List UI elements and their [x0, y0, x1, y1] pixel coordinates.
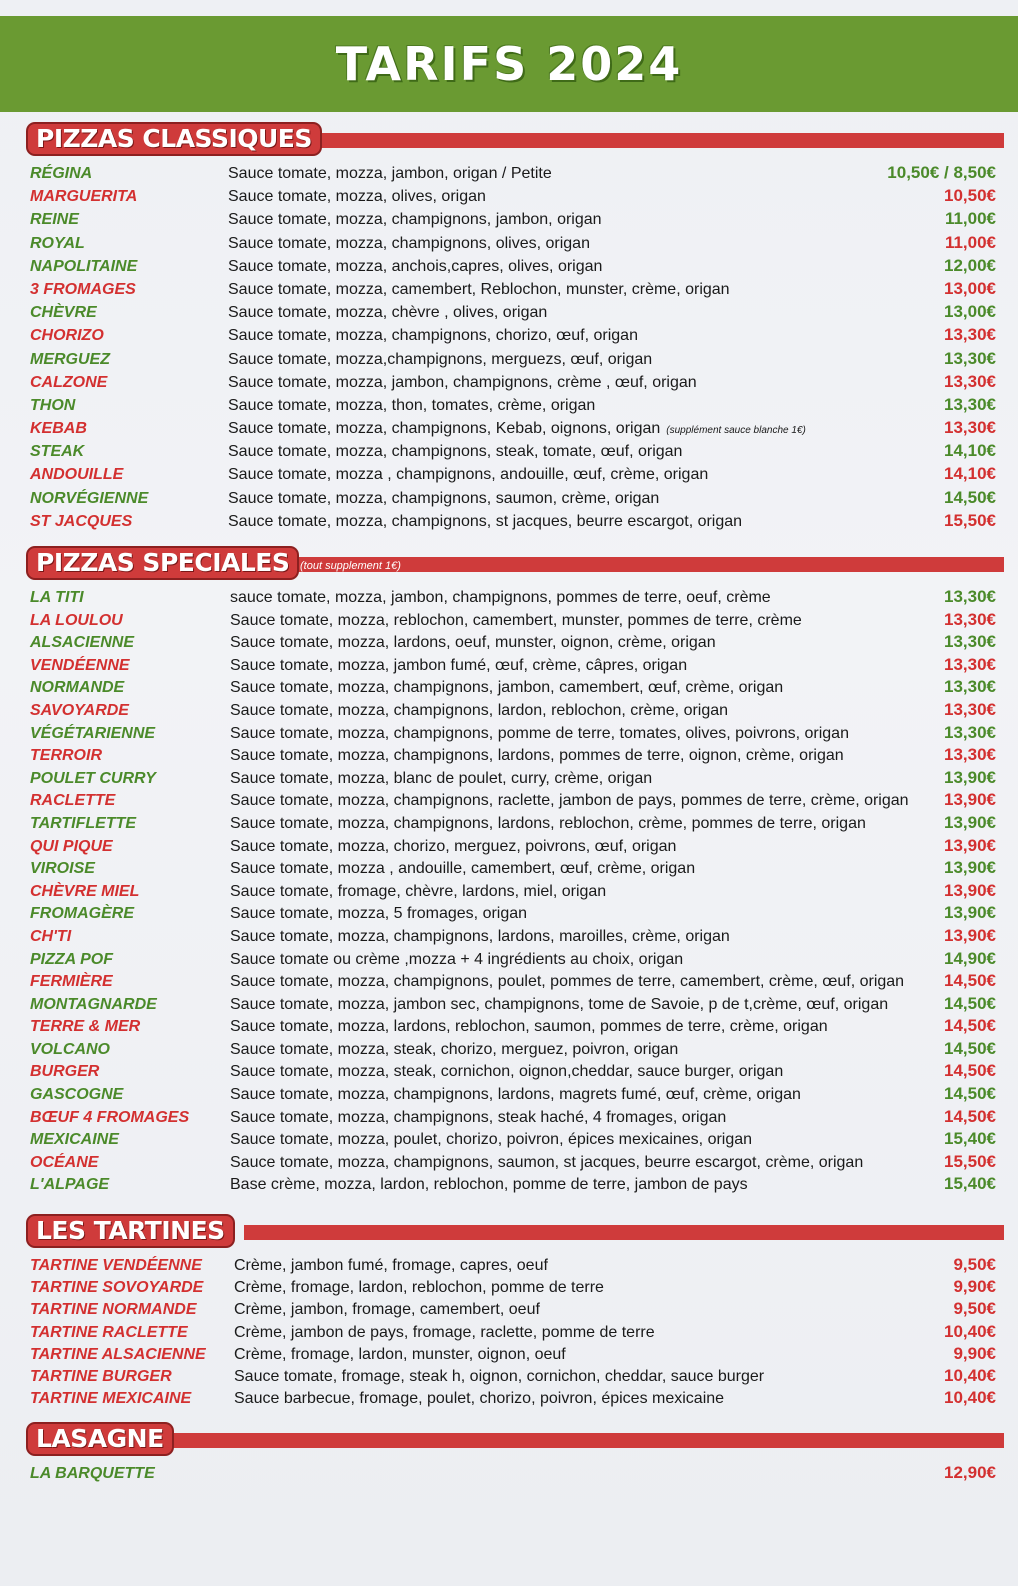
menu-item-list — [0, 1254, 1018, 1409]
item-description-text: Sauce tomate, mozza, blanc de poulet, curry, crème, origan — [230, 769, 653, 787]
item-price: 9,50€ — [953, 1299, 996, 1319]
menu-item — [0, 1151, 1018, 1174]
item-name: TARTINE BURGER — [30, 1367, 172, 1385]
menu-item — [0, 255, 1018, 278]
menu-item — [0, 301, 1018, 324]
item-price: 10,50€ — [944, 186, 996, 206]
item-price: 9,90€ — [953, 1277, 996, 1297]
item-description — [230, 1109, 726, 1127]
item-description — [230, 792, 909, 810]
menu-item — [0, 586, 1018, 609]
item-name: ST JACQUES — [30, 512, 133, 530]
menu-item — [0, 417, 1018, 440]
item-price: 13,00€ — [944, 278, 996, 298]
item-description — [230, 747, 844, 765]
item-name: VENDÉENNE — [30, 656, 130, 674]
item-description — [234, 1324, 655, 1342]
item-name: NORMANDE — [30, 679, 125, 697]
item-description — [234, 1257, 548, 1275]
item-price: 10,40€ — [944, 1388, 996, 1408]
menu-item — [0, 631, 1018, 654]
item-description-text: Sauce barbecue, fromage, poulet, chorizo, poivron, épices mexicaine — [234, 1390, 725, 1408]
item-price: 14,50€ — [944, 1016, 996, 1036]
item-name: LA BARQUETTE — [30, 1465, 155, 1482]
item-description-text: sauce tomate, mozza, jambon, champignons, pommes de terre, oeuf, crème — [230, 589, 771, 606]
section-header-bar — [244, 1225, 1004, 1240]
item-description — [230, 860, 695, 878]
item-price: 13,00€ — [944, 302, 996, 322]
item-description — [228, 466, 708, 484]
item-price: 13,90€ — [944, 767, 996, 787]
item-name: NORVÉGIENNE — [30, 489, 149, 507]
menu-item — [0, 278, 1018, 301]
item-name: CHÈVRE MIEL — [30, 882, 140, 900]
item-description-text: Sauce tomate, mozza, champignons, saumon, crème, origan — [228, 489, 660, 507]
menu-item-list — [0, 162, 1018, 533]
item-price: 14,50€ — [944, 1038, 996, 1058]
item-description — [230, 770, 652, 788]
item-name: FROMAGÈRE — [30, 905, 134, 923]
menu-item — [0, 440, 1018, 463]
menu-item — [0, 1276, 1018, 1298]
item-price: 9,50€ — [953, 1255, 996, 1274]
item-description-text: Sauce tomate, mozza, champignons, lardons, reblochon, crème, pommes de terre, origan — [230, 814, 866, 832]
item-price: 13,90€ — [944, 925, 996, 945]
menu-item — [0, 722, 1018, 745]
item-description — [230, 951, 683, 969]
item-name: POULET CURRY — [30, 769, 156, 787]
menu-item — [0, 1038, 1018, 1061]
item-description-text: Sauce tomate, mozza, camembert, Reblochon, munster, crème, origan — [228, 280, 730, 298]
section-title: PIZZAS CLASSIQUES — [28, 124, 320, 154]
menu-item — [0, 487, 1018, 510]
item-price: 10,40€ — [944, 1365, 996, 1385]
item-price: 13,30€ — [944, 632, 996, 652]
item-name: CHORIZO — [30, 327, 104, 345]
menu-item — [0, 993, 1018, 1016]
item-description — [228, 327, 638, 345]
item-description-text: Sauce tomate, mozza, thon, tomates, crème, origan — [228, 396, 596, 414]
item-name: LA LOULOU — [30, 611, 123, 629]
item-price: 14,10€ — [944, 464, 996, 484]
item-description-text: Crème, jambon fumé, fromage, capres, oeuf — [234, 1257, 548, 1274]
item-description-text: Sauce tomate, mozza, jambon fumé, œuf, crème, câpres, origan — [230, 656, 688, 674]
item-description — [234, 1301, 540, 1319]
item-description-text: Base crème, mozza, lardon, reblochon, pomme de terre, jambon de pays — [230, 1176, 748, 1194]
item-supplement-note: (supplément sauce blanche 1€) — [666, 425, 806, 437]
item-description-text: Sauce tomate, mozza, champignons, Kebab, oignons, origan — [228, 420, 661, 438]
item-description-text: Sauce tomate, mozza,champignons, merguezs, œuf, origan — [228, 350, 653, 368]
item-description-text: Sauce tomate, mozza, lardons, oeuf, munster, oignon, crème, origan — [230, 634, 716, 652]
item-description — [230, 1131, 752, 1149]
item-description-text: Sauce tomate, mozza , champignons, andouille, œuf, crème, origan — [228, 466, 709, 484]
page-title: TARIFS 2024 — [335, 37, 683, 91]
item-description — [234, 1279, 604, 1297]
item-description-text: Sauce tomate, mozza, champignons, st jacques, beurre escargot, origan — [228, 512, 743, 530]
menu-item — [0, 394, 1018, 417]
menu-item-list — [0, 1462, 1018, 1485]
menu-item — [0, 1387, 1018, 1409]
item-description — [230, 883, 606, 901]
section-header — [0, 1424, 1018, 1456]
section-pizzas-speciales — [0, 548, 1018, 1196]
menu-item — [0, 925, 1018, 948]
item-description — [230, 815, 866, 833]
item-price: 13,30€ — [944, 677, 996, 697]
item-price: 12,00€ — [944, 255, 996, 275]
section-header-bar — [316, 133, 1004, 148]
menu-item — [0, 654, 1018, 677]
item-name: SAVOYARDE — [30, 701, 129, 719]
menu-item — [0, 767, 1018, 790]
item-description-text: Crème, jambon, fromage, camembert, oeuf — [234, 1301, 540, 1319]
item-description-text: Sauce tomate, mozza, champignons, steak haché, 4 fromages, origan — [230, 1108, 727, 1126]
item-price: 14,50€ — [944, 487, 996, 507]
item-description — [228, 490, 659, 508]
item-name: FERMIÈRE — [30, 973, 113, 991]
item-price: 15,50€ — [944, 1151, 996, 1171]
section-pizzas-classiques — [0, 124, 1018, 533]
item-name: NAPOLITAINE — [30, 257, 138, 275]
item-description — [230, 838, 676, 856]
item-price: 13,90€ — [944, 835, 996, 855]
item-name: L'ALPAGE — [30, 1176, 110, 1194]
item-price: 12,90€ — [944, 1463, 996, 1482]
item-description-text: Sauce tomate, mozza, poulet, chorizo, poivron, épices mexicaines, origan — [230, 1131, 753, 1149]
item-description — [230, 1176, 748, 1194]
item-name: CHÈVRE — [30, 304, 97, 322]
item-price: 13,90€ — [944, 903, 996, 923]
item-price: 14,50€ — [944, 993, 996, 1013]
menu-item — [0, 970, 1018, 993]
item-description-text: Sauce tomate, mozza, champignons, jambon, camembert, œuf, crème, origan — [230, 679, 784, 697]
item-description-text: Sauce tomate, mozza, champignons, lardons, pommes de terre, oignon, crème, origan — [230, 747, 844, 765]
item-name: TARTINE VENDÉENNE — [30, 1257, 202, 1274]
menu-item — [0, 1321, 1018, 1343]
item-price: 13,30€ — [944, 348, 996, 368]
item-description-text: Sauce tomate, mozza, chorizo, merguez, poivrons, œuf, origan — [230, 837, 677, 855]
item-price: 11,00€ — [944, 232, 996, 252]
section-header — [0, 548, 1018, 580]
section-header — [0, 124, 1018, 156]
item-description — [230, 589, 771, 607]
item-description — [230, 928, 730, 946]
item-description-text: Sauce tomate, mozza, champignons, lardons, magrets fumé, œuf, crème, origan — [230, 1086, 801, 1104]
item-description-text: Sauce tomate ou crème ,mozza + 4 ingrédients au choix, origan — [230, 950, 684, 968]
section-header-bar — [170, 1433, 1004, 1448]
item-price: 14,50€ — [944, 1106, 996, 1126]
item-name: VÉGÉTARIENNE — [30, 724, 156, 742]
item-description — [230, 905, 527, 923]
item-name: TARTINE ALSACIENNE — [30, 1345, 206, 1363]
item-price: 13,90€ — [944, 880, 996, 900]
menu-item — [0, 744, 1018, 767]
item-name: MEXICAINE — [30, 1131, 119, 1149]
item-name: VOLCANO — [30, 1040, 110, 1058]
item-name: LA TITI — [30, 589, 84, 606]
item-name: REINE — [30, 211, 79, 229]
item-description-text: Sauce tomate, mozza , andouille, camembert, œuf, crème, origan — [230, 860, 696, 878]
menu-item — [0, 510, 1018, 533]
item-name: TARTINE RACLETTE — [30, 1323, 188, 1341]
item-name: PIZZA POF — [30, 950, 113, 968]
item-description-text: Sauce tomate, mozza, champignons, chorizo, œuf, origan — [228, 327, 638, 345]
item-description — [228, 281, 730, 299]
item-description — [228, 188, 486, 206]
item-description — [228, 165, 552, 183]
item-description — [228, 374, 697, 392]
item-description — [230, 612, 802, 630]
item-name: ANDOUILLE — [30, 466, 124, 484]
item-description-text: Sauce tomate, mozza, anchois,capres, olives, origan — [228, 257, 603, 275]
item-description — [228, 420, 806, 438]
item-description-text: Sauce tomate, mozza, champignons, raclette, jambon de pays, pommes de terre, crème, origan — [230, 792, 909, 810]
menu-item — [0, 162, 1018, 185]
menu-item — [0, 208, 1018, 231]
item-description — [228, 211, 602, 229]
item-description-text: Crème, fromage, lardon, munster, oignon, oeuf — [234, 1345, 566, 1363]
item-description — [234, 1368, 764, 1386]
item-description-text: Sauce tomate, mozza, jambon sec, champignons, tome de Savoie, p de t,crème, œuf, origan — [230, 995, 889, 1013]
item-price: 15,40€ — [944, 1129, 996, 1149]
section-les-tartines — [0, 1216, 1018, 1409]
item-name: TERROIR — [30, 747, 102, 765]
item-price: 13,90€ — [944, 790, 996, 810]
item-description-text: Sauce tomate, mozza, champignons, olives, origan — [228, 234, 590, 252]
menu-item — [0, 463, 1018, 486]
menu-item — [0, 1365, 1018, 1387]
item-name: ALSACIENNE — [30, 634, 135, 652]
item-price: 9,90€ — [953, 1343, 996, 1363]
item-description — [230, 973, 904, 991]
menu-item — [0, 948, 1018, 971]
menu-item — [0, 232, 1018, 255]
menu-item — [0, 1083, 1018, 1106]
item-name: TARTIFLETTE — [30, 814, 137, 832]
item-price: 13,30€ — [944, 325, 996, 345]
item-description — [228, 258, 602, 276]
item-price: 13,90€ — [944, 858, 996, 878]
item-description — [230, 1086, 801, 1104]
item-price: 14,90€ — [944, 948, 996, 968]
item-price: 13,30€ — [944, 371, 996, 391]
item-description-text: Sauce tomate, mozza, steak, chorizo, merguez, poivron, origan — [230, 1040, 679, 1058]
item-description-text: Sauce tomate, mozza, champignons, steak, tomate, œuf, origan — [228, 443, 683, 461]
item-description — [230, 679, 783, 697]
item-name: KEBAB — [30, 420, 87, 438]
item-description — [228, 235, 590, 253]
item-description — [230, 634, 716, 652]
menu-item — [0, 1060, 1018, 1083]
item-name: OCÉANE — [30, 1153, 99, 1171]
item-price: 11,00€ — [944, 209, 996, 229]
item-name: THON — [30, 396, 76, 414]
item-price: 13,30€ — [944, 394, 996, 414]
item-description-text: Sauce tomate, mozza, chèvre , olives, origan — [228, 304, 548, 322]
item-price: 14,50€ — [944, 1061, 996, 1081]
item-name: CALZONE — [30, 373, 108, 391]
item-description — [234, 1346, 566, 1364]
item-description-text: Sauce tomate, mozza, champignons, jambon, origan — [228, 211, 602, 229]
item-description-text: Sauce tomate, fromage, steak h, oignon, cornichon, cheddar, sauce burger — [234, 1367, 765, 1385]
title-banner — [0, 16, 1018, 112]
item-name: RACLETTE — [30, 792, 116, 810]
menu-item — [0, 1343, 1018, 1365]
item-description-text: Crème, fromage, lardon, reblochon, pomme de terre — [234, 1279, 604, 1297]
menu-item — [0, 880, 1018, 903]
item-name: TARTINE MEXICAINE — [30, 1390, 192, 1408]
item-name: RÉGINA — [30, 165, 93, 182]
menu-item — [0, 609, 1018, 632]
menu-item — [0, 789, 1018, 812]
item-price: 13,30€ — [944, 609, 996, 629]
item-price: 10,50€ / 8,50€ — [887, 163, 996, 182]
item-name: TERRE & MER — [30, 1018, 141, 1036]
section-title: PIZZAS SPECIALES — [28, 548, 297, 578]
item-description — [228, 513, 742, 531]
item-price: 13,30€ — [944, 587, 996, 606]
section-note: (tout supplement 1€) — [300, 560, 401, 572]
item-description-text: Sauce tomate, mozza, lardons, reblochon, saumon, pommes de terre, crème, origan — [230, 1018, 828, 1036]
menu-item — [0, 902, 1018, 925]
item-description-text: Sauce tomate, mozza, champignons, poulet, pommes de terre, camembert, crème, œuf, origan — [230, 973, 905, 991]
item-description — [228, 304, 547, 322]
item-price: 15,50€ — [944, 510, 996, 530]
menu-item — [0, 835, 1018, 858]
item-price: 14,50€ — [944, 1084, 996, 1104]
menu-item — [0, 371, 1018, 394]
item-description — [230, 1041, 678, 1059]
item-price: 13,30€ — [944, 418, 996, 438]
menu-item — [0, 324, 1018, 347]
item-name: BURGER — [30, 1063, 100, 1081]
item-description — [230, 657, 687, 675]
item-description — [230, 702, 728, 720]
item-price: 14,50€ — [944, 971, 996, 991]
menu-item — [0, 676, 1018, 699]
item-description-text: Sauce tomate, mozza, champignons, saumon, st jacques, beurre escargot, crème, origan — [230, 1153, 864, 1171]
item-description-text: Sauce tomate, mozza, reblochon, camembert, munster, pommes de terre, crème — [230, 611, 802, 629]
item-price: 15,40€ — [944, 1174, 996, 1194]
section-header-bar — [296, 557, 1004, 572]
item-description — [234, 1390, 724, 1408]
item-name: ROYAL — [30, 234, 85, 252]
item-name: CH'TI — [30, 927, 72, 945]
item-description-text: Sauce tomate, mozza, champignons, lardon, reblochon, crème, origan — [230, 701, 729, 719]
item-price: 14,10€ — [944, 441, 996, 461]
item-price: 10,40€ — [944, 1321, 996, 1341]
section-header — [0, 1216, 1018, 1248]
section-lasagne — [0, 1424, 1018, 1485]
item-description — [230, 996, 888, 1014]
item-price: 13,30€ — [944, 745, 996, 765]
item-description-text: Crème, jambon de pays, fromage, raclette, pomme de terre — [234, 1323, 655, 1341]
item-price: 13,90€ — [944, 812, 996, 832]
item-name: TARTINE NORMANDE — [30, 1301, 197, 1319]
item-description-text: Sauce tomate, mozza, champignons, pomme de terre, tomates, olives, poivrons, origan — [230, 724, 849, 742]
item-description — [228, 443, 682, 461]
item-name: BŒUF 4 FROMAGES — [30, 1108, 190, 1126]
menu-item — [0, 857, 1018, 880]
section-title: LASAGNE — [28, 1424, 172, 1454]
menu-item — [0, 699, 1018, 722]
menu-item-list — [0, 586, 1018, 1196]
menu-item — [0, 1015, 1018, 1038]
item-description-text: Sauce tomate, fromage, chèvre, lardons, miel, origan — [230, 882, 607, 900]
item-description — [230, 1063, 783, 1081]
item-description — [230, 1154, 863, 1172]
item-price: 13,30€ — [944, 699, 996, 719]
item-description-text: Sauce tomate, mozza, steak, cornichon, oignon,cheddar, sauce burger, origan — [230, 1063, 784, 1081]
menu-item — [0, 1128, 1018, 1151]
item-description-text: Sauce tomate, mozza, champignons, lardons, maroilles, crème, origan — [230, 927, 730, 945]
item-name: VIROISE — [30, 860, 95, 878]
item-name: QUI PIQUE — [30, 837, 113, 855]
menu-item — [0, 1173, 1018, 1196]
item-description — [228, 351, 652, 369]
menu-item — [0, 1254, 1018, 1276]
item-description — [230, 725, 849, 743]
menu-item — [0, 1298, 1018, 1320]
item-description-text: Sauce tomate, mozza, 5 fromages, origan — [230, 905, 528, 923]
item-name: STEAK — [30, 443, 85, 461]
menu-item — [0, 1106, 1018, 1129]
item-name: MARGUERITA — [30, 188, 138, 206]
item-description-text: Sauce tomate, mozza, jambon, champignons, crème , œuf, origan — [228, 373, 697, 391]
item-description — [230, 1018, 828, 1036]
item-price: 13,30€ — [944, 722, 996, 742]
item-name: MONTAGNARDE — [30, 995, 157, 1013]
item-description-text: Sauce tomate, mozza, olives, origan — [228, 188, 486, 206]
item-name: TARTINE SOVOYARDE — [30, 1279, 204, 1297]
menu-item — [0, 1462, 1018, 1485]
item-name: 3 FROMAGES — [30, 280, 136, 298]
item-description-text: Sauce tomate, mozza, jambon, origan / Petite — [228, 165, 552, 182]
item-description — [228, 397, 595, 415]
menu-item — [0, 185, 1018, 208]
item-price: 13,30€ — [944, 654, 996, 674]
item-name: MERGUEZ — [30, 350, 110, 368]
section-title: LES TARTINES — [28, 1216, 233, 1246]
menu-item — [0, 348, 1018, 371]
item-name: GASCOGNE — [30, 1086, 124, 1104]
menu-item — [0, 812, 1018, 835]
